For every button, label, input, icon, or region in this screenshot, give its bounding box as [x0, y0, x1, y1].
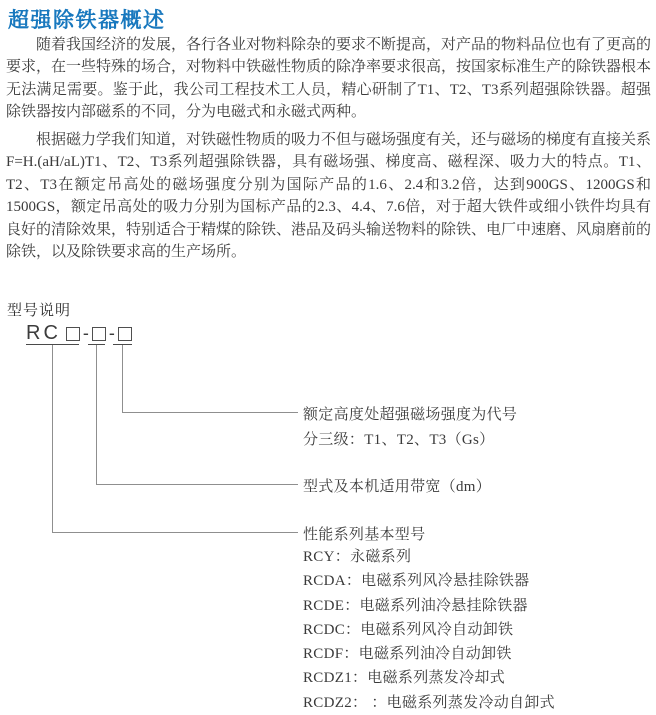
- series-item-rcdf: RCDF：电磁系列油冷自动卸铁: [303, 646, 512, 663]
- callout-vline-field1: [52, 345, 53, 533]
- callout-hline-field3: [122, 412, 298, 413]
- model-section-heading: 型号说明: [7, 302, 72, 319]
- callout-field2-label: 型式及本机适用带宽（dm）: [303, 479, 492, 495]
- callout-vline-field3: [122, 345, 123, 413]
- model-code-box-1: [66, 327, 80, 341]
- page-title: 超强除铁器概述: [8, 9, 166, 32]
- series-item-rcdc: RCDC：电磁系列风冷自动卸铁: [303, 621, 514, 638]
- callout-field3-grades: 分三级：T1、T2、T3（Gs）: [303, 432, 495, 448]
- series-list: [303, 545, 555, 715]
- series-item-rcde: RCDE：电磁系列油冷悬挂除铁器: [303, 597, 528, 614]
- callout-vline-field2: [96, 345, 97, 485]
- model-code-box-2: [92, 327, 106, 341]
- model-code-separator-1: -: [82, 322, 89, 343]
- series-item-rcdz1: RCDZ1：电磁系列蒸发冷却式: [303, 670, 506, 687]
- model-code-separator-2: -: [108, 322, 115, 343]
- callout-hline-field2: [96, 484, 298, 485]
- callout-field1-label: 性能系列基本型号: [303, 527, 426, 543]
- callout-field3-label: 额定高度处超强磁场强度为代号: [303, 407, 518, 423]
- callout-hline-field1: [52, 532, 298, 533]
- paragraph-overview-1: 随着我国经济的发展，各行各业对物料除杂的要求不断提高，对产品的物料品位也有了更高的要求，在一些特殊的场合，对物料中铁磁性物质的除净率要求很高，按国家标准生产的除铁器根本无法满足需要。鉴于此，我公司工程技术工人员，精心研制了T1、T2、T3系列超强除铁器。超强除铁器按内部磁系的不同，分为电磁式和永磁式两种。: [6, 37, 652, 121]
- model-code-box-3: [118, 327, 132, 341]
- paragraph-overview-2: 根据磁力学我们知道，对铁磁性物质的吸力不但与磁场强度有关，还与磁场的梯度有直接关系F=H.(aH/aL)T1、T2、T3系列超强除铁器，具有磁场强、梯度高、磁程深、吸力大的特点。T1、T2、T3在额定吊高处的磁场强度分别为国际产品的1.6、2.4和3.2倍，达到900GS、1200GS和1500GS，额定吊高处的吸力分别为国标产品的2.3、4.4、7.6倍，对于超大铁件或细小铁件均具有良好的清除效果，特别适合于精煤的除铁、港品及码头输送物料的除铁、电厂中速磨、风扇磨前的除铁，以及除铁要求高的生产场所。: [6, 132, 652, 261]
- model-code: [26, 323, 134, 343]
- series-item-rcda: RCDA：电磁系列风冷悬挂除铁器: [303, 573, 530, 590]
- series-item-rcy: RCY：永磁系列: [303, 549, 412, 565]
- model-code-prefix: RC: [26, 321, 61, 344]
- series-item-rcdz2: RCDZ2： ：电磁系列蒸发冷动自卸式: [303, 694, 555, 711]
